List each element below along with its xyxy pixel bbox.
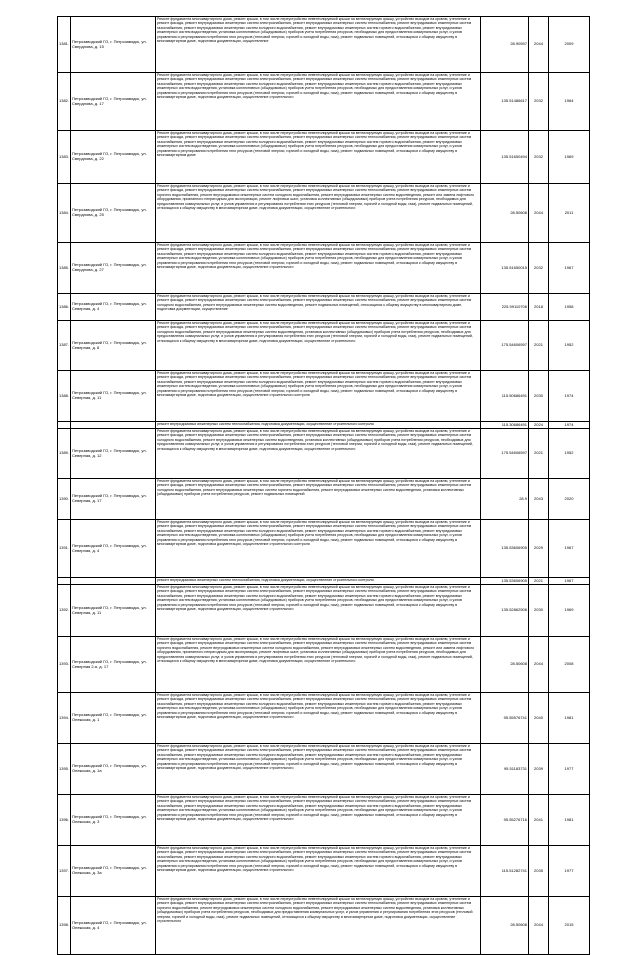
table-row xyxy=(58,243,590,294)
row-address: Петрозаводский ГО, г. Петрозаводск, ул. Северная 2-я, д. 17 xyxy=(71,637,156,693)
row-year-repair: 2040 xyxy=(529,693,549,744)
row-address: Петрозаводский ГО, г. Петрозаводск, ул. Онежская, д. 1 xyxy=(71,693,156,744)
row-year-repair: 2035 xyxy=(529,846,549,897)
row-year-repair: 2044 xyxy=(529,17,549,73)
row-cost: 28.9 xyxy=(481,479,529,520)
row-year-repair: 2021 xyxy=(529,429,549,479)
row-works: Ремонт фундамента многоквартирного дома, ремонт крыши, в том числе переустройство невентилируемой крыши на вентилируемую крышу, устройство выходов на кровлю, утепление и ремонт фасада, ремонт внутридомовых инженерных систем электроснабжения, ремонт внутридомовых инженерных систем теплоснабжения, ремонт внутридомовых инженерных систем холодного водоснабжения, ремонт внутридомовых инженерных систем водоотведения, установка коллективных (общедомовых) приборов учета потребления ресурсов, необходимых для предоставления коммунальных услуг, и узлов управления и регулирования потребления этих ресурсов (тепловой энергии, горячей и холодной воды, газа), ремонт подвальных помещений, относящихся к общему имуществу в многоквартирном доме, подготовка документации, осуществление строительного xyxy=(156,429,481,479)
row-year-repair: 2039 xyxy=(529,744,549,795)
row-cost: 135.53606905 xyxy=(481,578,529,585)
row-works: Ремонт фундамента многоквартирного дома, ремонт крыши, в том числе переустройство невентилируемой крыши на вентилируемую крышу, устройство выходов на кровлю, утепление и ремонт фасада, ремонт внутридомовых инженерных систем электроснабжения, ремонт внутридомовых инженерных систем теплоснабжения, ремонт внутридомовых инженерных систем газоснабжения, ремонт внутридомовых инженерных систем холодного водоснабжения, ремонт внутридомовых инженерных систем горячего водоснабжения, ремонт внутридомовых инженерных систем водоотведения, установка коллективных (общедомовых) приборов учета потребления ресурсов, необходимых для предоставления коммунальных услуг, и узлов управления и регулирования потребления этих ресурсов (тепловой энергии, горячей и холодной воды, газа), ремонт подвальных помещений, относящихся к общему имуществу в многоквартирном доме, подготовка документации, осуществление строительного xyxy=(156,585,481,637)
row-year-repair: 2043 xyxy=(529,479,549,520)
row-number: 1391. xyxy=(58,520,71,578)
row-cost: 28.50608 xyxy=(481,637,529,693)
row-cost: 115.30686491 xyxy=(481,422,529,429)
row-address: Петрозаводский ГО, г. Петрозаводск, ул. Свердлова, д. 22 xyxy=(71,131,156,184)
table-row xyxy=(58,578,590,585)
row-year-build: 1967 xyxy=(549,243,590,294)
row-year-build: 1977 xyxy=(549,846,590,897)
row-works: Ремонт фундамента многоквартирного дома, ремонт крыши, в том числе переустройство невентилируемой крыши на вентилируемую крышу, устройство выходов на кровлю, утепление и ремонт фасада, ремонт внутридомовых инженерных систем электроснабжения, ремонт внутридомовых инженерных систем теплоснабжения, ремонт внутридомовых инженерных систем газоснабжения, ремонт внутридомовых инженерных систем холодного водоснабжения, ремонт внутридомовых инженерных систем горячего водоснабжения, ремонт внутридомовых инженерных систем водоотведения, установка коллективных (общедомовых) приборов учета потребления ресурсов, необходимых для предоставления коммунальных услуг, и узлов управления и регулирования потребления этих ресурсов (тепловой энергии, горячей и холодной воды, газа), ремонт подвальных помещений, относящихся к общему имуществу в многоквартирном доме, подготовка документации, осуществление строительного xyxy=(156,693,481,744)
row-number: 1388. xyxy=(58,371,71,422)
row-works: Ремонт фундамента многоквартирного дома, ремонт крыши, в том числе переустройство невентилируемой крыши на вентилируемую крышу, устройство выходов на кровлю, утепление и ремонт фасада, ремонт внутридомовых инженерных систем электроснабжения, ремонт внутридомовых инженерных систем теплоснабжения, ремонт внутридомовых инженерных систем газоснабжения, ремонт внутридомовых инженерных систем холодного водоснабжения, ремонт внутридомовых инженерных систем горячего водоснабжения, ремонт внутридомовых инженерных систем водоотведения, установка коллективных (общедомовых) приборов учета потребления ресурсов, необходимых для предоставления коммунальных услуг, и узлов управления и регулирования потребления этих ресурсов (тепловой энергии, горячей и холодной воды, газа), ремонт подвальных помещений, относящихся к общему имуществу в многоквартирном доме, подготовка документации, осуществление строительного xyxy=(156,744,481,795)
row-works: ремонт внутридомовых инженерных систем теплоснабжения, подготовка документации, осуществление строительного контроля xyxy=(156,578,481,585)
row-cost: 95.55576741 xyxy=(481,693,529,744)
row-cost: 95.51183731 xyxy=(481,744,529,795)
row-address: Петрозаводский ГО, г. Петрозаводск, ул. Северная, д. 4 xyxy=(71,520,156,578)
row-cost: 175.54606597 xyxy=(481,429,529,479)
row-works: Ремонт фундамента многоквартирного дома, ремонт крыши, в том числе переустройство невентилируемой крыши на вентилируемую крышу, устройство выходов на кровлю, утепление и ремонт фасада, ремонт внутридомовых инженерных систем электроснабжения, ремонт внутридомовых инженерных систем теплоснабжения, ремонт внутридомовых инженерных систем газоснабжения, ремонт внутридомовых инженерных систем холодного водоснабжения, ремонт внутридомовых инженерных систем горячего водоснабжения, ремонт внутридомовых инженерных систем водоотведения, установка коллективных (общедомовых) приборов учета потребления ресурсов, необходимых для предоставления коммунальных услуг, и узлов управления и регулирования потребления этих ресурсов (тепловой энергии, горячей и холодной воды, газа), ремонт подвальных помещений, относящихся к общему имуществу в многоквартирном доме, подготовка документации, осуществление строительного контроля xyxy=(156,520,481,578)
row-year-repair: 2032 xyxy=(529,73,549,131)
row-cost: 175.54606597 xyxy=(481,321,529,371)
row-number: 1398. xyxy=(58,897,71,955)
row-year-build: 1958 xyxy=(549,294,590,321)
row-year-build: 2011 xyxy=(549,184,590,243)
row-works: Ремонт фундамента многоквартирного дома, ремонт крыши, в том числе переустройство невентилируемой крыши на вентилируемую крышу, устройство выходов на кровлю, утепление и ремонт фасада, ремонт внутридомовых инженерных систем электроснабжения, ремонт внутридомовых инженерных систем теплоснабжения, ремонт внутридомовых инженерных систем холодного водоснабжения, ремонт внутридомовых инженерных систем водоотведения, установка коллективных (общедомовых) приборов учета потребления ресурсов, необходимых для предоставления коммунальных услуг, и узлов управления и регулирования потребления этих ресурсов (тепловой энергии, горячей и холодной воды, газа), ремонт подвальных помещений, относящихся к общему имуществу в многоквартирном доме, подготовка документации, осуществление строительного xyxy=(156,321,481,371)
row-year-repair: 2032 xyxy=(529,131,549,184)
table-row xyxy=(58,585,590,637)
row-address: Петрозаводский ГО, г. Петрозаводск, ул. Северная, д. 17 xyxy=(71,479,156,520)
table-row xyxy=(58,744,590,795)
row-works: Ремонт фундамента многоквартирного дома, ремонт крыши, в том числе переустройство невентилируемой крыши на вентилируемую крышу, устройство выходов на кровлю, утепление и ремонт фасада, ремонт внутридомовых инженерных систем электроснабжения, ремонт внутридомовых инженерных систем теплоснабжения, ремонт внутридомовых инженерных систем газоснабжения, ремонт внутридомовых инженерных систем холодного водоснабжения, ремонт внутридомовых инженерных систем горячего водоснабжения, ремонт внутридомовых инженерных систем водоотведения, установка коллективных (общедомовых) приборов учета потребления ресурсов, необходимых для предоставления коммунальных услуг, и узлов управления и регулирования потребления этих ресурсов (тепловой энергии, горячей и холодной воды, газа), ремонт подвальных помещений, относящихся к общему имуществу в многоквартирном доме, подготовка документации, осуществление строительного xyxy=(156,846,481,897)
row-year-repair: 2029 xyxy=(529,520,549,578)
row-number: 1384. xyxy=(58,184,71,243)
table-row xyxy=(58,479,590,520)
row-year-build: 1952 xyxy=(549,321,590,371)
table-row xyxy=(58,637,590,693)
row-number: 1396. xyxy=(58,795,71,846)
row-year-build: 1974 xyxy=(549,371,590,422)
row-address: Петрозаводский ГО, г. Петрозаводск, ул. Свердлова, д. 25 xyxy=(71,184,156,243)
table-row xyxy=(58,897,590,955)
row-works: Ремонт фундамента многоквартирного дома, ремонт крыши, в том числе переустройство невентилируемой крыши на вентилируемую крышу, устройство выходов на кровлю, утепление и ремонт фасада, ремонт внутридомовых инженерных систем электроснабжения, ремонт внутридомовых инженерных систем теплоснабжения, ремонт внутридомовых инженерных систем газоснабжения, ремонт внутридомовых инженерных систем холодного водоснабжения, ремонт внутридомовых инженерных систем горячего водоснабжения, ремонт внутридомовых инженерных систем водоотведения, установка коллективных (общедомовых) приборов учета потребления ресурсов, необходимых для предоставления коммунальных услуг, и узлов управления и регулирования потребления этих ресурсов (тепловой энергии, горячей и холодной воды, газа), ремонт подвальных помещений, относящихся к общему имуществу в многоквартирном доме, подготовка документации, осуществление строительного контроля xyxy=(156,371,481,422)
row-number: 1394. xyxy=(58,693,71,744)
table-row xyxy=(58,422,590,429)
row-address: Петрозаводский ГО, г. Петрозаводск, ул. Свердлова, д. 17 xyxy=(71,73,156,131)
row-works: Ремонт фундамента многоквартирного дома, ремонт крыши, в том числе переустройство невентилируемой крыши на вентилируемую крышу, устройство выходов на кровлю, утепление и ремонт фасада, ремонт внутридомовых инженерных систем электроснабжения, ремонт внутридомовых инженерных систем теплоснабжения, ремонт внутридомовых инженерных систем горячего водоснабжения, ремонт внутридомовых инженерных систем холодного водоснабжения, ремонт внутридомовых инженерных систем водоотведения, установка коллективных (общедомовых) приборов учета потребления ресурсов, необходимых для предоставления коммунальных услуг, и узлов управления и регулирования потребления этих ресурсов (тепловой энергии, горячей и холодной воды, газа), ремонт подвальных помещений, относящихся к общему имуществу в многоквартирном доме, подготовка документации, осуществление строительного xyxy=(156,897,481,955)
row-number: 1385. xyxy=(58,243,71,294)
row-year-build: 1967 xyxy=(549,520,590,578)
row-address: Петрозаводский ГО, г. Петрозаводск, ул. Северная, д. 8 xyxy=(71,321,156,371)
row-year-build: 1964 xyxy=(549,73,590,131)
row-address: Петрозаводский ГО, г. Петрозаводск, ул. Свердлова, д. 15 xyxy=(71,17,156,73)
row-year-repair: 2030 xyxy=(529,585,549,637)
row-number: 1387. xyxy=(58,321,71,371)
row-number xyxy=(58,422,71,429)
row-year-repair: 2044 xyxy=(529,184,549,243)
table-body xyxy=(58,17,590,955)
row-number: 1386. xyxy=(58,294,71,321)
row-number: 1392. xyxy=(58,585,71,637)
row-number: 1389. xyxy=(58,429,71,479)
row-year-build: 2020 xyxy=(549,479,590,520)
row-address: Петрозаводский ГО, г. Петрозаводск, ул. Онежская, д. 3а xyxy=(71,846,156,897)
row-number: 1395. xyxy=(58,744,71,795)
row-year-build: 1974 xyxy=(549,422,590,429)
row-cost: 28.50608 xyxy=(481,897,529,955)
row-works: Ремонт фундамента многоквартирного дома, ремонт крыши, в том числе переустройство невентилируемой крыши на вентилируемую крышу, устройство выходов на кровлю, утепление и ремонт фасада, ремонт внутридомовых инженерных систем электроснабжения, ремонт внутридомовых инженерных систем теплоснабжения, ремонт внутридомовых инженерных систем газоснабжения, ремонт внутридомовых инженерных систем холодного водоснабжения, ремонт внутридомовых инженерных систем горячего водоснабжения, ремонт внутридомовых инженерных систем водоотведения, установка коллективных (общедомовых) приборов учета потребления ресурсов, необходимых для предоставления коммунальных услуг, и узлов управления и регулирования потребления этих ресурсов (тепловой энергии, горячей и холодной воды, газа), ремонт подвальных помещений, относящихся к общему имуществу в многоквартирном доме, подготовка документации, осуществление строительного xyxy=(156,243,481,294)
row-year-build: 2009 xyxy=(549,17,590,73)
table-row xyxy=(58,371,590,422)
row-works: Ремонт фундамента многоквартирного дома, ремонт крыши, в том числе переустройство невентилируемой крыши на вентилируемую крышу, устройство выходов на кровлю, утепление и ремонт фасада, ремонт внутридомовых инженерных систем электроснабжения, ремонт внутридомовых инженерных систем теплоснабжения, ремонт внутридомовых инженерных систем холодного водоснабжения, ремонт внутридомовых инженерных систем водоотведения, ремонт подвальных помещений, относящихся к общему имуществу в многоквартирном доме, подготовка документации, осуществление xyxy=(156,294,481,321)
table-row xyxy=(58,17,590,73)
row-works: Ремонт фундамента многоквартирного дома, ремонт крыши, в том числе переустройство невентилируемой крыши на вентилируемую крышу, устройство выходов на кровлю, утепление и ремонт фасада, ремонт внутридомовых инженерных систем электроснабжения, ремонт внутридомовых инженерных систем теплоснабжения, ремонт внутридомовых инженерных систем газоснабжения, ремонт внутридомовых инженерных систем холодного водоснабжения, ремонт внутридомовых инженерных систем горячего водоснабжения, ремонт внутридомовых инженерных систем водоотведения, установка коллективных (общедомовых) приборов учета потребления ресурсов, необходимых для предоставления коммунальных услуг, и узлов управления и регулирования потребления этих ресурсов (тепловой энергии, горячей и холодной воды, газа), ремонт подвальных помещений, относящихся к общему имуществу в многоквартирном доме xyxy=(156,131,481,184)
table-row xyxy=(58,795,590,846)
row-cost: 28.50608 xyxy=(481,184,529,243)
row-works: Ремонт фундамента многоквартирного дома, ремонт крыши, в том числе переустройство невентилируемой крыши на вентилируемую крышу, устройство выходов на кровлю, утепление и ремонт фасада, ремонт внутридомовых инженерных систем электроснабжения, ремонт внутридомовых инженерных систем теплоснабжения, ремонт внутридомовых инженерных систем горячего водоснабжения, ремонт внутридомовых инженерных систем холодного водоснабжения, ремонт внутридомовых инженерных систем водоотведения, ремонт или замена лифтового оборудования, признанного непригодным для эксплуатации, ремонт лифтовых шахт, установка коллективных (общедомовых) приборов учета потребления ресурсов, необходимых для предоставления коммунальных услуг, и узлов управления и регулирования потребления этих ресурсов (тепловой энергии, горячей и холодной воды, газа), ремонт подвальных помещений, относящихся к общему имуществу в многоквартирном доме, подготовка документации, осуществление строительного xyxy=(156,637,481,693)
row-works: Ремонт фундамента многоквартирного дома, ремонт крыши, в том числе переустройство невентилируемой крыши на вентилируемую крышу, устройство выходов на кровлю, утепление и ремонт фасада, ремонт внутридомовых инженерных систем электроснабжения, ремонт внутридомовых инженерных систем теплоснабжения, ремонт внутридомовых инженерных систем холодного водоснабжения, ремонт внутридомовых инженерных систем горячего водоснабжения, ремонт внутридомовых инженерных систем водоотведения, установка коллективных (общедомовых) приборов учета потребления ресурсов, ремонт подвальных помещений xyxy=(156,479,481,520)
row-year-repair: 2021 xyxy=(529,321,549,371)
table-row xyxy=(58,294,590,321)
row-works: Ремонт фундамента многоквартирного дома, ремонт крыши, в том числе переустройство невентилируемой крыши на вентилируемую крышу, устройство выходов на кровлю, утепление и ремонт фасада, ремонт внутридомовых инженерных систем электроснабжения, ремонт внутридомовых инженерных систем теплоснабжения, ремонт внутридомовых инженерных систем газоснабжения, ремонт внутридомовых инженерных систем холодного водоснабжения, ремонт внутридомовых инженерных систем горячего водоснабжения, ремонт внутридомовых инженерных систем водоотведения, установка коллективных (общедомовых) приборов учета потребления ресурсов, необходимых для предоставления коммунальных услуг, и узлов управления и регулирования потребления этих ресурсов (тепловой энергии, горячей и холодной воды, газа), ремонт подвальных помещений, относящихся к общему имуществу в многоквартирном доме, подготовка документации, осуществление xyxy=(156,17,481,73)
row-works: Ремонт фундамента многоквартирного дома, ремонт крыши, в том числе переустройство невентилируемой крыши на вентилируемую крышу, устройство выходов на кровлю, утепление и ремонт фасада, ремонт внутридомовых инженерных систем электроснабжения, ремонт внутридомовых инженерных систем теплоснабжения, ремонт внутридомовых инженерных систем газоснабжения, ремонт внутридомовых инженерных систем холодного водоснабжения, ремонт внутридомовых инженерных систем горячего водоснабжения, ремонт внутридомовых инженерных систем водоотведения, установка коллективных (общедомовых) приборов учета потребления ресурсов, необходимых для предоставления коммунальных услуг, и узлов управления и регулирования потребления этих ресурсов (тепловой энергии, горячей и холодной воды, газа), ремонт подвальных помещений, относящихся к общему имуществу в многоквартирном доме, подготовка документации, осуществление строительного xyxy=(156,73,481,131)
row-number: 1383. xyxy=(58,131,71,184)
table-row xyxy=(58,321,590,371)
row-year-repair: 2021 xyxy=(529,578,549,585)
row-number: 1382. xyxy=(58,73,71,131)
row-cost: 225.99110706 xyxy=(481,294,529,321)
row-year-build: 1969 xyxy=(549,131,590,184)
table-row xyxy=(58,520,590,578)
row-number: 1397. xyxy=(58,846,71,897)
row-year-build: 1981 xyxy=(549,795,590,846)
row-cost: 135.51650015 xyxy=(481,243,529,294)
row-year-repair: 2044 xyxy=(529,897,549,955)
row-year-repair: 2044 xyxy=(529,637,549,693)
row-cost: 95.55276716 xyxy=(481,795,529,846)
row-year-repair: 2024 xyxy=(529,422,549,429)
row-year-build: 1981 xyxy=(549,693,590,744)
row-cost: 115.51282741 xyxy=(481,846,529,897)
row-address: Петрозаводский ГО, г. Петрозаводск, ул. Северная, д. 12 xyxy=(71,429,156,479)
row-year-build: 2008 xyxy=(549,637,590,693)
row-cost: 135.53606905 xyxy=(481,520,529,578)
row-number: 1393. xyxy=(58,637,71,693)
row-works: Ремонт фундамента многоквартирного дома, ремонт крыши, в том числе переустройство невентилируемой крыши на вентилируемую крышу, устройство выходов на кровлю, утепление и ремонт фасада, ремонт внутридомовых инженерных систем электроснабжения, ремонт внутридомовых инженерных систем теплоснабжения, ремонт внутридомовых инженерных систем газоснабжения, ремонт внутридомовых инженерных систем холодного водоснабжения, ремонт внутридомовых инженерных систем горячего водоснабжения, ремонт внутридомовых инженерных систем водоотведения, установка коллективных (общедомовых) приборов учета потребления ресурсов, необходимых для предоставления коммунальных услуг, и узлов управления и регулирования потребления этих ресурсов (тепловой энергии, горячей и холодной воды, газа), ремонт подвальных помещений, относящихся к общему имуществу в многоквартирном доме, подготовка документации, осуществление строительного xyxy=(156,795,481,846)
row-works: ремонт внутридомовых инженерных систем теплоснабжения, подготовка документации, осуществление строительного контроля xyxy=(156,422,481,429)
row-year-repair: 2018 xyxy=(529,294,549,321)
row-address: Петрозаводский ГО, г. Петрозаводск, ул. Онежская, д. 3 xyxy=(71,795,156,846)
row-address: Петрозаводский ГО, г. Петрозаводск, ул. Онежская, д. 4 xyxy=(71,897,156,955)
table-row xyxy=(58,73,590,131)
row-cost: 135.51650494 xyxy=(481,131,529,184)
row-address: Петрозаводский ГО, г. Петрозаводск, ул. Северная, д. 11 xyxy=(71,585,156,637)
row-address: Петрозаводский ГО, г. Петрозаводск, ул. Свердлова, д. 27 xyxy=(71,243,156,294)
row-year-build: 1969 xyxy=(549,585,590,637)
row-address xyxy=(71,422,156,429)
row-year-build: 1977 xyxy=(549,744,590,795)
table-row xyxy=(58,131,590,184)
row-year-repair: 2041 xyxy=(529,795,549,846)
row-cost: 28.90597 xyxy=(481,17,529,73)
table-row xyxy=(58,429,590,479)
row-cost: 135.51486617 xyxy=(481,73,529,131)
row-address: Петрозаводский ГО, г. Петрозаводск, ул. Онежская, д. 1а xyxy=(71,744,156,795)
row-address xyxy=(71,578,156,585)
row-address: Петрозаводский ГО, г. Петрозаводск, ул. Северная, д. 4 xyxy=(71,294,156,321)
row-year-build: 1967 xyxy=(549,578,590,585)
table-row xyxy=(58,846,590,897)
capital-repair-table xyxy=(57,16,590,955)
row-cost: 135.52862506 xyxy=(481,585,529,637)
row-year-build: 2015 xyxy=(549,897,590,955)
table-row xyxy=(58,693,590,744)
row-number xyxy=(58,578,71,585)
row-address: Петрозаводский ГО, г. Петрозаводск, ул. Северная, д. 11 xyxy=(71,371,156,422)
row-cost: 115.50686491 xyxy=(481,371,529,422)
table-row xyxy=(58,184,590,243)
row-number: 1390. xyxy=(58,479,71,520)
row-year-repair: 2032 xyxy=(529,243,549,294)
row-works: Ремонт фундамента многоквартирного дома, ремонт крыши, в том числе переустройство невентилируемой крыши на вентилируемую крышу, устройство выходов на кровлю, утепление и ремонт фасада, ремонт внутридомовых инженерных систем электроснабжения, ремонт внутридомовых инженерных систем теплоснабжения, ремонт внутридомовых инженерных систем горячего водоснабжения, ремонт внутридомовых инженерных систем холодного водоснабжения, ремонт внутридомовых инженерных систем водоотведения, ремонт или замена лифтового оборудования, признанного непригодным для эксплуатации, ремонт лифтовых шахт, установка коллективных (общедомовых) приборов учета потребления ресурсов, необходимых для предоставления коммунальных услуг, и узлов управления и регулирования потребления этих ресурсов (тепловой энергии, горячей и холодной воды, газа), ремонт подвальных помещений, относящихся к общему имуществу в многоквартирном доме, подготовка документации, осуществление строительного xyxy=(156,184,481,243)
row-year-repair: 2030 xyxy=(529,371,549,422)
row-number: 1381. xyxy=(58,17,71,73)
row-year-build: 1952 xyxy=(549,429,590,479)
